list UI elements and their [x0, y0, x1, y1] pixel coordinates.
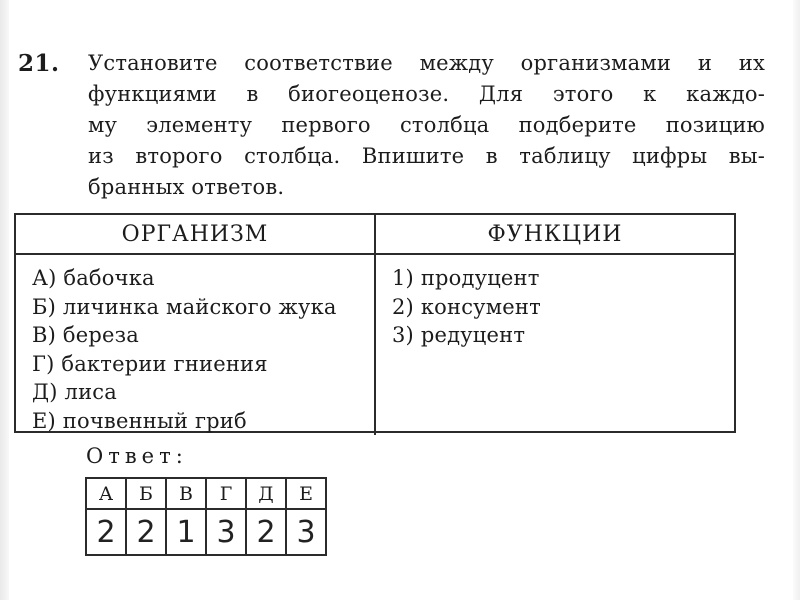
- question-line: из второго столбца. Впишите в таблицу цифры вы-: [88, 144, 765, 168]
- question-text: [88, 48, 765, 203]
- answer-letter-cell: Г: [206, 478, 246, 509]
- question-number: 21.: [18, 50, 60, 77]
- scan-edge-right: [793, 0, 800, 600]
- function-item: 2) консумент: [392, 294, 541, 319]
- question-block: [18, 48, 766, 203]
- function-item: 1) продуцент: [392, 266, 540, 290]
- function-list: [376, 255, 734, 435]
- organism-list: [16, 255, 376, 435]
- function-item: 3) редуцент: [392, 323, 526, 347]
- matching-table-body-row: [16, 255, 734, 435]
- answer-letter-cell: Б: [126, 478, 166, 509]
- organism-item: В) береза: [32, 323, 140, 347]
- question-line: бранных ответов.: [88, 175, 285, 199]
- organism-column-header: ОРГАНИЗМ: [16, 215, 376, 253]
- scan-edge-left: [0, 0, 9, 600]
- matching-table-header-row: [16, 215, 734, 255]
- organism-item: Е) почвенный гриб: [32, 408, 247, 433]
- answer-letter-cell: В: [166, 478, 206, 509]
- question-line: Установите соответствие между организмами и их: [88, 51, 765, 75]
- answer-label: Ответ:: [86, 444, 188, 468]
- question-line: функциями в биогеоценозе. Для этого к каждо-: [88, 82, 765, 106]
- answer-letter-cell: Д: [246, 478, 286, 509]
- organism-item: Г) бактерии гниения: [32, 351, 268, 376]
- answer-value-cell: 2: [126, 509, 166, 555]
- answer-value-cell: 2: [246, 509, 286, 555]
- answer-letter-cell: Е: [286, 478, 326, 509]
- functions-column-header: ФУНКЦИИ: [487, 221, 623, 247]
- organism-item: Д) лиса: [32, 380, 117, 404]
- matching-table: [14, 213, 736, 433]
- answer-table: [85, 477, 327, 556]
- question-line: му элементу первого столбца подберите позицию: [88, 113, 765, 137]
- answer-letter-cell: А: [86, 478, 126, 509]
- answer-value-cell: 3: [286, 509, 326, 555]
- answer-letter-row: [86, 478, 326, 509]
- answer-value-row: [86, 509, 326, 555]
- organism-item: Б) личинка майского жука: [32, 294, 337, 319]
- answer-value-cell: 2: [86, 509, 126, 555]
- answer-value-cell: 3: [206, 509, 246, 555]
- answer-value-cell: 1: [166, 509, 206, 555]
- organism-item: А) бабочка: [32, 266, 155, 290]
